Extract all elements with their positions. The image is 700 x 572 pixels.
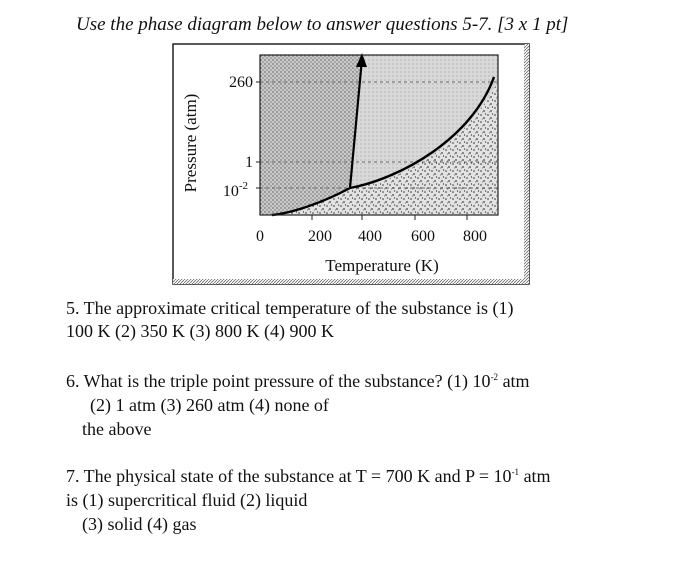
x-tick-label: 800 [463,228,487,245]
x-tick-label: 600 [411,228,435,245]
question-6-line-1: 6. What is the triple point pressure of the substance? (1) $10^{-2}$ atm [66,371,530,391]
x-tick-label: 200 [308,228,332,245]
figure-frame-shadow-right [524,44,529,284]
question-7-line-3: (3) solid (4) gas [82,514,197,534]
x-axis-label: Temperature (K) [325,256,439,275]
y-tick-label: 260 [229,74,253,91]
x-tick-label: 0 [256,228,264,245]
question-6-line-2: (2) 1 atm (3) 260 atm (4) none of [90,395,329,415]
instructions-header: Use the phase diagram below to answer questions 5-7. [3 x 1 pt] [76,14,569,35]
phase-diagram [172,43,530,285]
y-axis-label: Pressure (atm) [181,93,200,193]
y-tick-label: 1 [245,154,253,171]
y-tick-label: $10^{-2}$ [222,180,248,200]
question-6-line-3: the above [82,419,152,439]
question-5-line-2: 100 K (2) 350 K (3) 800 K (4) 900 K [66,321,334,341]
question-5-line-1: 5. The approximate critical temperature of the substance is (1) [66,298,514,318]
question-7-line-1: 7. The physical state of the substance at T = 700 K and $P = 10^{-1}$ atm [66,466,551,486]
x-tick-label: 400 [358,228,382,245]
figure-frame-shadow-bottom [173,279,529,284]
question-7-line-2: is (1) supercritical fluid (2) liquid [66,490,308,510]
